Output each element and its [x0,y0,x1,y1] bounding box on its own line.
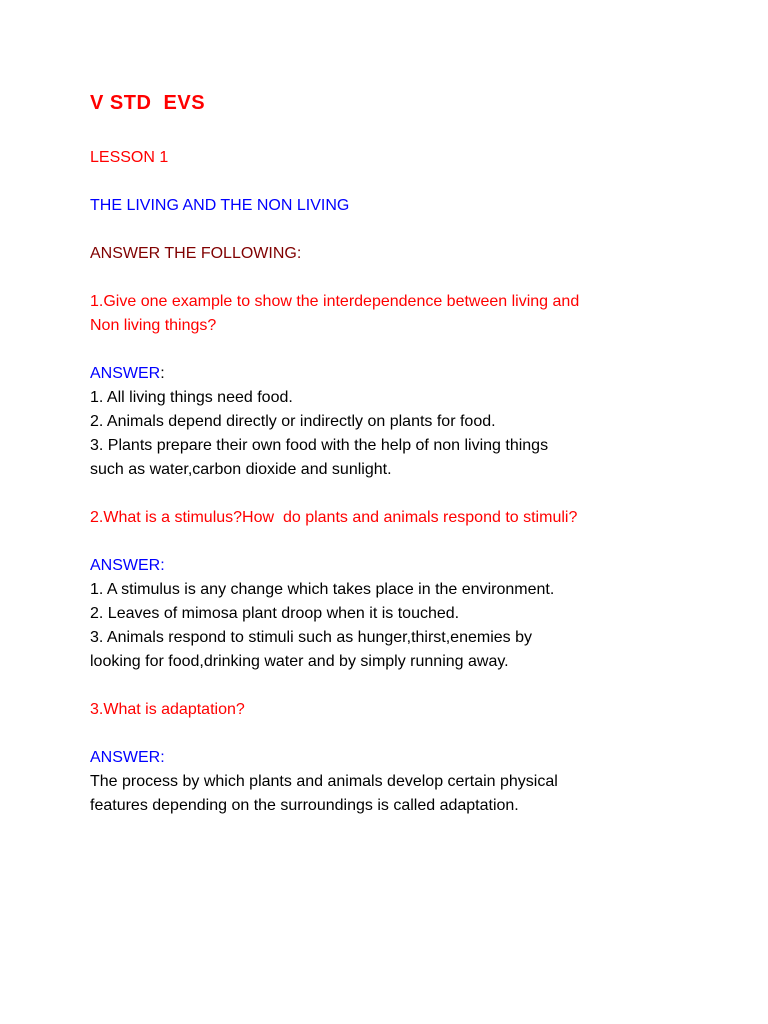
answer-2-line-3: 3. Animals respond to stimuli such as hunger,thirst,enemies by [90,629,532,646]
answer-3-line-1: The process by which plants and animals develop certain physical [90,773,558,790]
answer-1-label-colon: : [160,365,165,382]
question-1 [90,290,579,338]
answer-2-line-1: 1. A stimulus is any change which takes place in the environment. [90,581,555,598]
question-1-line-1: 1.Give one example to show the interdependence between living and [90,293,580,310]
question-3-line-1: 3.What is adaptation? [90,701,245,718]
answer-2-label: ANSWER: [90,557,165,574]
question-1-line-2: Non living things? [90,317,217,334]
answer-1-line-4: such as water,carbon dioxide and sunlight. [90,461,392,478]
question-2-line-1: 2.What is a stimulus?How do plants and animals respond to stimuli? [90,509,578,526]
document-title: V STD EVS [90,92,206,114]
answer-1-label: ANSWER [90,365,161,382]
lesson-heading: LESSON 1 [90,149,169,166]
answer-2-line-2: 2. Leaves of mimosa plant droop when it is touched. [90,605,460,622]
answer-1-label-line [90,362,548,386]
answer-1-line-1: 1. All living things need food. [90,389,293,406]
answer-2 [90,554,554,674]
answer-1-line-2: 2. Animals depend directly or indirectly on plants for food. [90,413,496,430]
topic-heading: THE LIVING AND THE NON LIVING [90,197,350,214]
answer-3-label: ANSWER: [90,749,165,766]
answer-2-line-4: looking for food,drinking water and by simply running away. [90,653,509,670]
instruction-heading: ANSWER THE FOLLOWING: [90,245,302,262]
answer-1-line-3: 3. Plants prepare their own food with the help of non living things [90,437,549,454]
question-2 [90,506,577,530]
answer-1 [90,362,548,482]
question-3 [90,698,245,722]
answer-3 [90,746,558,818]
answer-3-line-2: features depending on the surroundings is called adaptation. [90,797,519,814]
